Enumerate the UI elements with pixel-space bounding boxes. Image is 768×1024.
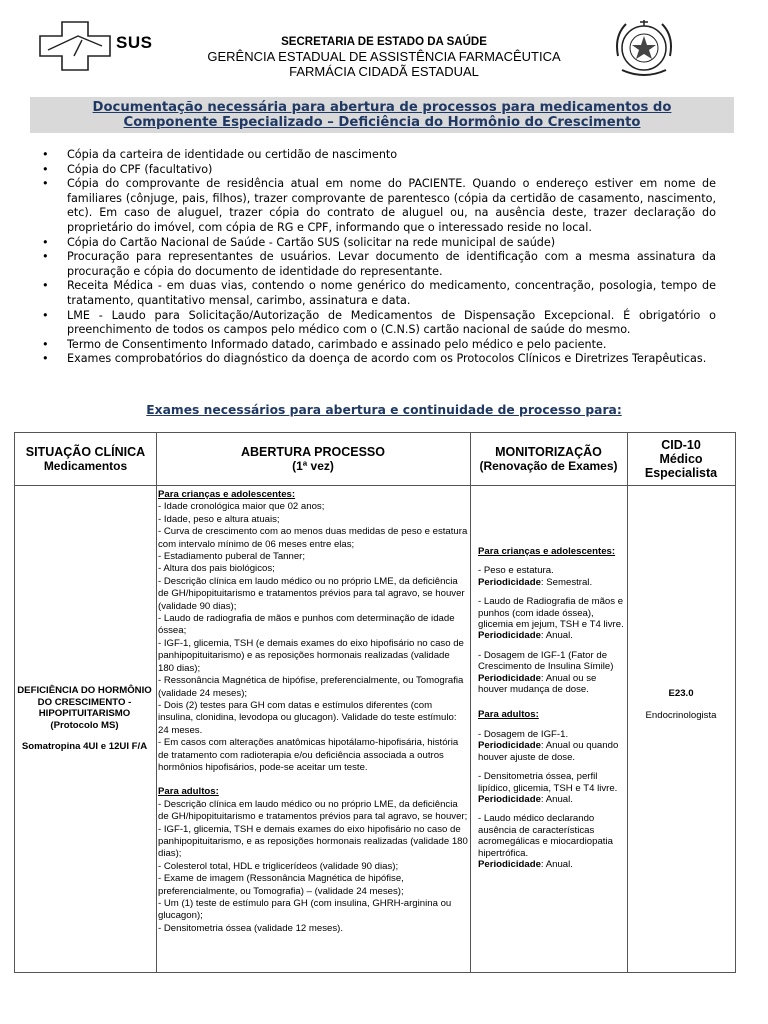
list-item: - IGF-1, glicemia, TSH (e demais exames do eixo hipofisário no caso de panhipopituitarismo) e as reposições hormonais realizadas (validade 180 dias); [158, 637, 464, 674]
sus-logo-text: SUS [116, 33, 153, 52]
header-gerencia: GERÊNCIA ESTADUAL DE ASSISTÊNCIA FARMACÊUTICA [207, 49, 561, 64]
list-item: - Idade cronológica maior que 02 anos; [158, 501, 325, 513]
header-divider [15, 485, 735, 486]
cid-cell [627, 688, 735, 723]
header-clinical-situation [15, 433, 156, 485]
header-text: Especialista [644, 466, 718, 480]
list-item: • Cópia do comprovante de residência atual em nome do PACIENTE. Quando o endereço estiver em nome de familiares (cônjuge, pais, filhos), trazer comprovante de parentesco (cópia da certidão de casamento, nascimento, etc). Em caso de aluguel, trazer cópia do contrato de aluguel ou, na ausência deste, trazer declaração do proprietário do imóvel, com cópia de RG e CPF, informando que o interessado reside no local. [42, 177, 716, 235]
header-text: SITUAÇÃO CLÍNICA [25, 445, 146, 459]
list-item: - IGF-1, glicemia, TSH e demais exames do eixo hipofisário no caso de panhipopituitarismo, e as reposições hormonais realizadas (validade 180 dias); [158, 823, 468, 860]
clinical-situation-cell [15, 685, 154, 753]
list-item: - Laudo de radiografia de mãos e punhos com determinação de idade óssea; [158, 613, 455, 637]
children-heading: Para crianças e adolescentes: [478, 546, 616, 557]
list-item: - Um (1) teste de estímulo para GH (com insulina, GHRH-arginina ou glucagon); [158, 898, 452, 922]
title-line-2: Componente Especializado – Deficiência do Hormônio do Crescimento [123, 115, 641, 130]
adults-heading: Para adultos: [158, 786, 219, 798]
list-item: - Peso e estatura. Periodicidade: Semestral. [478, 565, 593, 588]
required-documents-list [42, 148, 716, 367]
monitoring-cell [478, 546, 628, 878]
list-item: - Em casos com alterações anatômicas hipotálamo-hipofisária, história de tratamento com radioterapia e/ou deficiência associada a outros hormônios hipofisários, pode-se aceitar um teste. [158, 737, 459, 773]
list-item: • Termo de Consentimento Informado datado, carimbado e assinado pelo médico e pelo paciente. [42, 338, 716, 353]
document-title [30, 100, 734, 130]
list-item: - Descrição clínica em laudo médico ou no próprio LME, da deficiência de GH/hipopituitarismo e tratamentos prévios para tal agravo, se houver; [158, 798, 468, 823]
header-farmacia: FARMÁCIA CIDADÃ ESTADUAL [289, 64, 479, 79]
list-item: - Dosagem de IGF-1 (Fator de Crescimento de Insulina Símile) Periodicidade: Anual ou se houver mudança de dose. [478, 649, 614, 696]
header-text: ABERTURA PROCESSO [241, 445, 385, 459]
list-item: - Estadiamento puberal de Tanner; [158, 551, 306, 563]
list-item: - Laudo médico declarando ausência de características acromegálicas e miocardiopatia hipertrófica. Periodicidade: Anual. [478, 813, 613, 870]
header-subtext: (1ª vez) [292, 459, 334, 473]
list-item: • Receita Médica - em duas vias, contendo o nome genérico do medicamento, concentração, posologia, tempo de tratamento, quantitativo mensal, carimbo, assinatura e data. [42, 279, 716, 308]
list-item: - Idade, peso e altura atuais; [158, 513, 280, 525]
exams-section-title: Exames necessários para abertura e continuidade de processo para: [146, 403, 622, 417]
list-item: • LME - Laudo para Solicitação/Autorização de Medicamentos de Dispensação Excepcional. É obrigatório o preenchimento de todos os campos pelo médico com o (C.N.S) cartão nacional de saúde do mesmo. [42, 309, 716, 338]
list-item: • Cópia do CPF (facultativo) [42, 163, 716, 178]
list-item: - Colesterol total, HDL e triglicerídeos (validade 90 dias); [158, 860, 399, 872]
list-item: - Densitometria óssea (validade 12 meses). [158, 922, 344, 934]
list-item: - Dosagem de IGF-1. Periodicidade: Anual ou quando houver ajuste de dose. [478, 728, 619, 763]
header-text: Médico [659, 452, 703, 466]
header-subtext: Medicamentos [43, 459, 128, 473]
column-divider [156, 433, 157, 972]
specialist-name: Endocrinologista [645, 710, 717, 722]
list-item: - Laudo de Radiografia de mãos e punhos (com idade óssea), glicemia em jejum, TSH e T4 livre. Periodicidade: Anual. [478, 596, 624, 642]
list-item: - Dois (2) testes para GH com datas e estímulos diferentes (com insulina, clonidina, levodopa ou glucagon). Validade do teste estímulo: 24 meses. [158, 699, 457, 736]
condition-name: DEFICIÊNCIA DO HORMÔNIO DO CRESCIMENTO - HIPOPITUITARISMO (Protocolo MS) [17, 685, 152, 731]
title-line-1: Documentação necessária para abertura de processos para medicamentos do [92, 100, 672, 115]
drug-name: Somatropina 4UI e 12UI F/A [21, 741, 148, 753]
header-text: CID-10 [661, 438, 701, 452]
list-item: - Densitometria óssea, perfil lipídico, glicemia, TSH e T4 livre. Periodicidade: Anual. [478, 771, 618, 805]
list-item: - Altura dos pais biológicos; [158, 563, 275, 575]
column-divider [470, 433, 471, 972]
header-secretaria: SECRETARIA DE ESTADO DA SAÚDE [281, 36, 487, 48]
children-heading: Para crianças e adolescentes: [158, 489, 296, 500]
header-subtext: (Renovação de Exames) [479, 459, 618, 473]
header-text: MONITORIZAÇÃO [495, 445, 602, 459]
header-monitoring [470, 433, 627, 485]
adults-heading: Para adultos: [478, 709, 539, 721]
list-item: - Curva de crescimento com ao menos duas medidas de peso e estatura com intervalo mínimo de 06 meses entre elas; [158, 526, 468, 550]
list-item: - Exame de imagem (Ressonância Magnética de hipófise, preferencialmente, ou Tomografia) – (validade 24 meses); [158, 873, 404, 897]
opening-process-cell [158, 489, 468, 935]
header-opening-process [156, 433, 470, 485]
list-item: - Descrição clínica em laudo médico ou no próprio LME, da deficiência de GH/hipopituitarismo e tratamentos prévios para tal agravo, se houver (validade 90 dias); [158, 575, 465, 612]
cid-code: E23.0 [668, 688, 694, 699]
list-item: • Cópia do Cartão Nacional de Saúde - Cartão SUS (solicitar na rede municipal de saúde) [42, 236, 716, 251]
list-item: • Exames comprobatórios do diagnóstico da doença de acordo com os Protocolos Clínicos e Diretrizes Terapêuticas. [42, 352, 716, 367]
list-item: • Procuração para representantes de usuários. Levar documento de identificação com a mesma assinatura da procuração e cópia do documento de identidade do representante. [42, 250, 716, 279]
list-item: • Cópia da carteira de identidade ou certidão de nascimento [42, 148, 716, 163]
exams-table [14, 432, 736, 973]
list-item: - Ressonância Magnética de hipófise, preferencialmente, ou Tomografia (validade 24 meses); [158, 675, 464, 699]
header-cid-specialist [627, 433, 735, 485]
